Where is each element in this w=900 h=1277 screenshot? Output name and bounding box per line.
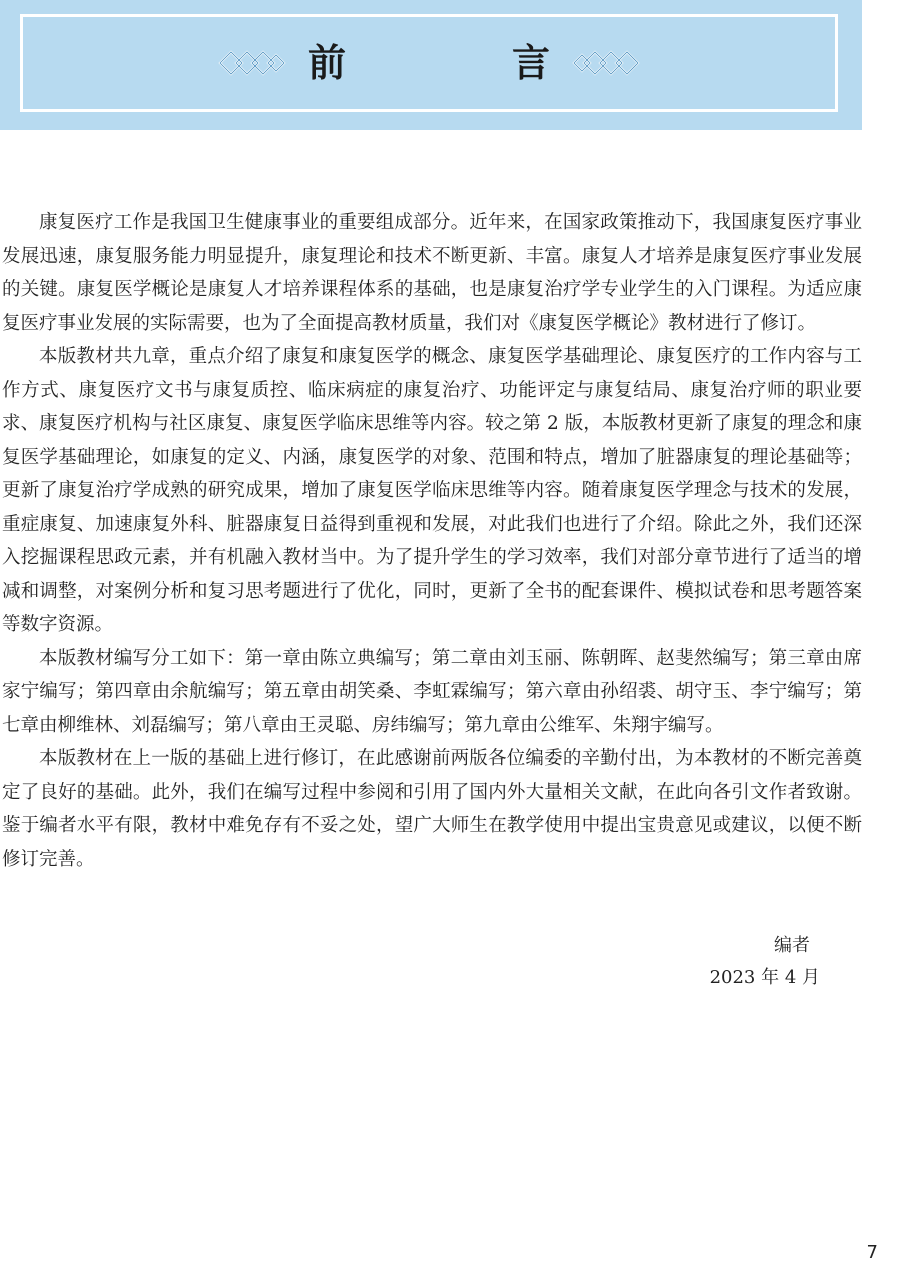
preface-body	[2, 206, 862, 876]
paragraph: 本版教材共九章，重点介绍了康复和康复医学的概念、康复医学基础理论、康复医疗的工作内容与工作方式、康复医疗文书与康复质控、临床病症的康复治疗、功能评定与康复结局、康复治疗师的职业要求、康复医疗机构与社区康复、康复医学临床思维等内容。较之第 2 版，本版教材更新了康复的理念和康复医学基础理论，如康复的定义、内涵，康复医学的对象、范围和特点，增加了脏器康复的理论基础等；更新了康复治疗学成熟的研究成果，增加了康复医学临床思维等内容。随着康复医学理念与技术的发展，重症康复、加速康复外科、脏器康复日益得到重视和发展，对此我们也进行了介绍。除此之外，我们还深入挖掘课程思政元素，并有机融入教材当中。为了提升学生的学习效率，我们对部分章节进行了适当的增减和调整，对案例分析和复习思考题进行了优化，同时，更新了全书的配套课件、模拟试卷和思考题答案等数字资源。	[2, 346, 862, 635]
page-number: 7	[866, 1242, 878, 1263]
diamond-chain-ornament-icon	[572, 48, 640, 78]
signature-block	[710, 930, 820, 994]
header-frame	[20, 14, 838, 112]
paragraph: 本版教材在上一版的基础上进行修订，在此感谢前两版各位编委的辛勤付出，为本教材的不断完善奠定了良好的基础。此外，我们在编写过程中参阅和引用了国内外大量相关文献，在此向各引文作者致谢。鉴于编者水平有限，教材中难免存有不妥之处，望广大师生在教学使用中提出宝贵意见或建议，以便不断修订完善。	[2, 748, 862, 870]
page-title: 前 言	[307, 40, 614, 85]
header-content	[23, 17, 835, 109]
signature-date: 2023 年 4 月	[709, 967, 820, 988]
paragraph: 本版教材编写分工如下：第一章由陈立典编写；第二章由刘玉丽、陈朝晖、赵斐然编写；第三章由席家宁编写；第四章由余航编写；第五章由胡笑桑、李虹霖编写；第六章由孙绍裘、胡守玉、李宁编写；第七章由柳维林、刘磊编写；第八章由王灵聪、房纬编写；第九章由公维军、朱翔宇编写。	[2, 647, 862, 736]
signature-author: 编者	[774, 935, 810, 956]
paragraph: 康复医疗工作是我国卫生健康事业的重要组成部分。近年来，在国家政策推动下，我国康复医疗事业发展迅速，康复服务能力明显提升，康复理论和技术不断更新、丰富。康复人才培养是康复医疗事业发展的关键。康复医学概论是康复人才培养课程体系的基础，也是康复治疗学专业学生的入门课程。为适应康复医疗事业发展的实际需要，也为了全面提高教材质量，我们对《康复医学概论》教材进行了修订。	[2, 212, 862, 334]
header-banner	[0, 0, 862, 130]
diamond-chain-ornament-icon	[218, 48, 286, 78]
